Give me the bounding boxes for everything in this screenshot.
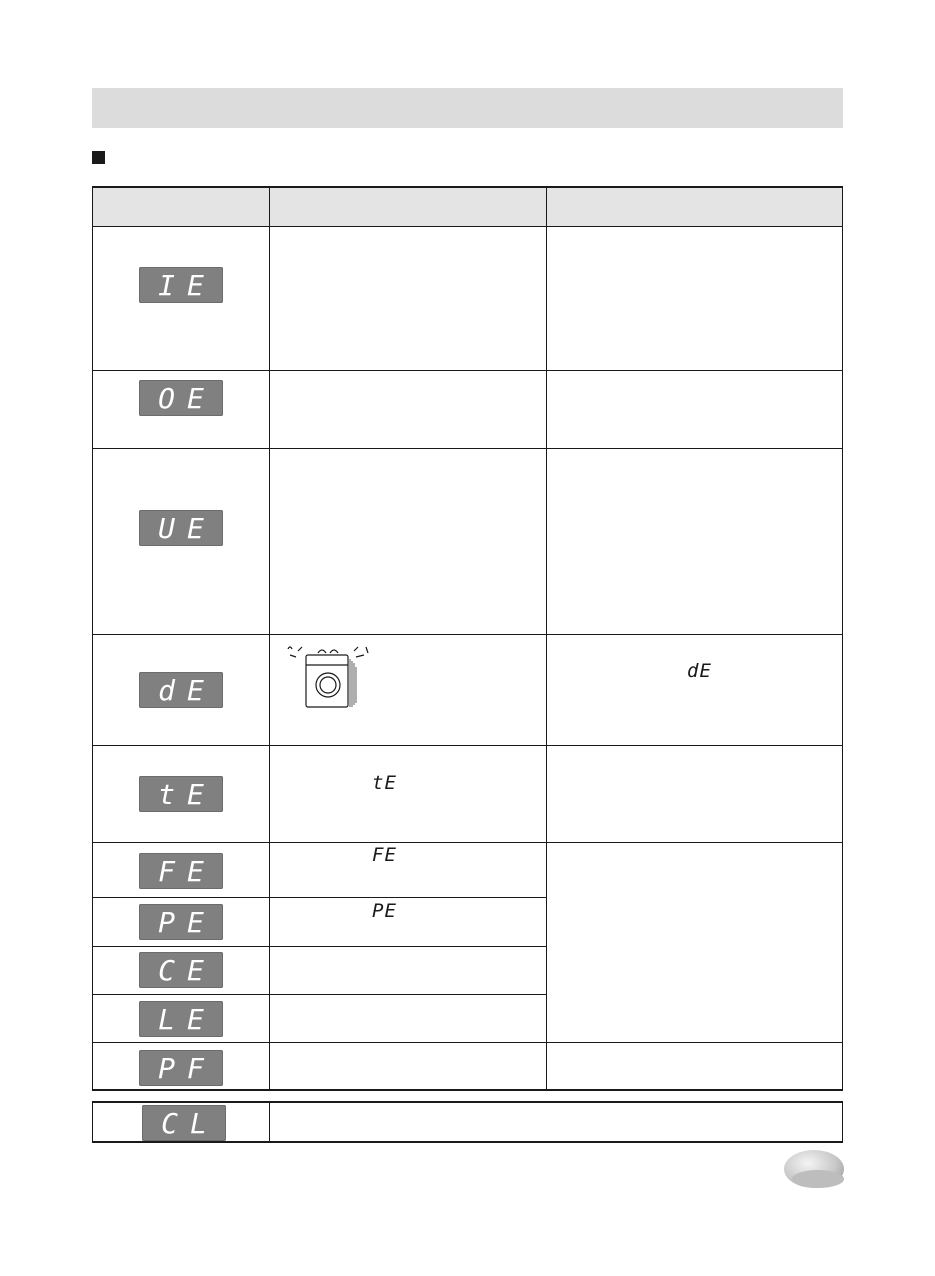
display-badge-pf: PF [139,1050,223,1086]
table-border-top [92,186,843,188]
display-badge-de: dE [139,672,223,708]
row-rule [92,946,546,947]
column-divider-1 [269,186,270,1091]
inline-code-te: tE [372,772,397,794]
cl-border-left [92,1101,93,1143]
inline-code-fe: FE [372,844,397,866]
display-badge-oe: OE [139,380,223,416]
table-border-left [92,186,93,1091]
row-rule [92,634,843,635]
display-badge-pe: PE [139,904,223,940]
page-oval-shadow [792,1170,844,1188]
display-badge-ce: CE [139,952,223,988]
display-badge-le: LE [139,1001,223,1037]
header-rule [92,226,843,227]
error-code-table [92,186,843,1091]
row-rule [92,897,546,898]
display-badge-ue: UE [139,510,223,546]
page-number-oval-icon [784,1150,844,1188]
display-badge-fe: FE [139,853,223,889]
row-rule [92,842,843,843]
inline-code-pe: PE [372,900,397,922]
column-divider-2 [546,186,547,1091]
square-bullet-icon [92,151,105,164]
inline-code-de: dE [687,660,712,682]
display-badge-ie: IE [139,267,223,303]
row-rule [92,448,843,449]
table-border-bottom [92,1089,843,1091]
cl-divider [269,1101,270,1143]
cl-border-top [92,1101,843,1103]
section-title-bar [92,88,843,128]
cl-border-bottom [92,1141,843,1143]
row-rule [92,994,546,995]
shaking-washer-icon [284,645,374,711]
table-border-right [842,186,843,1091]
row-rule [92,370,843,371]
display-badge-cl: CL [142,1105,226,1141]
table-header-row [92,186,843,226]
cl-border-right [842,1101,843,1143]
display-badge-te: tE [139,776,223,812]
child-lock-row [92,1101,843,1143]
row-rule [92,1042,843,1043]
row-rule [92,745,843,746]
